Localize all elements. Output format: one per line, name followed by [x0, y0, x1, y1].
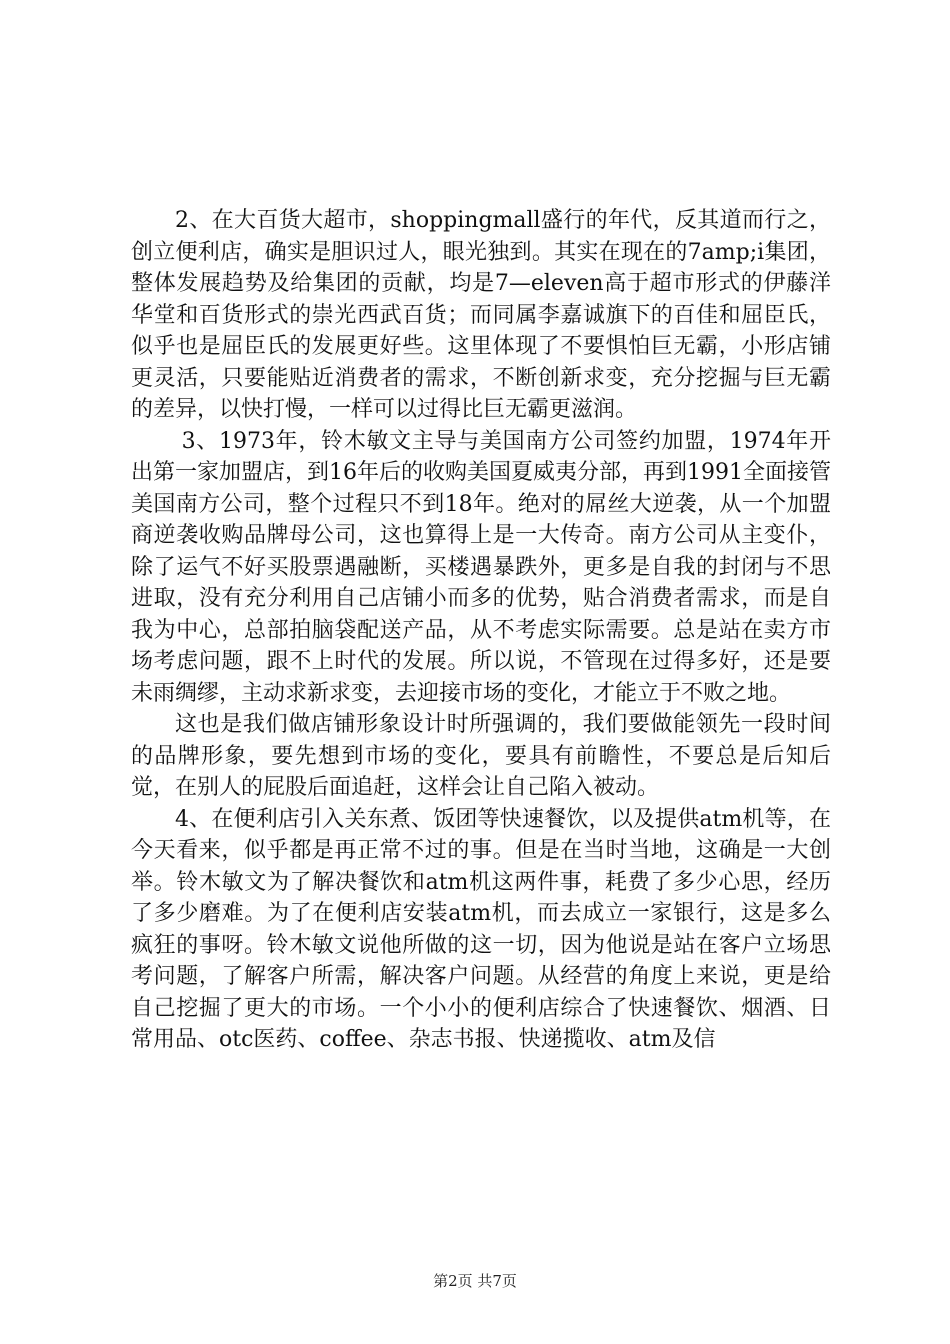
paragraph-3: 3、1973年，铃木敏文主导与美国南方公司签约加盟，1974年开出第一家加盟店，到16年后的收购美国夏威夷分部，再到1991全面接管美国南方公司，整个过程只不到18年。绝对的屌丝大逆袭，从一个加盟商逆袭收购品牌母公司，这也算得上是一大传奇。南方公司从主变仆，除了运气不好买股票遇融断，买楼遇暴跌外，更多是自我的封闭与不思进取，没有充分利用自己店铺小而多的优势，贴合消费者需求，而是自我为中心，总部拍脑袋配送产品，从不考虑实际需要。总是站在卖方市场考虑问题，跟不上时代的发展。所以说，不管现在过得多好，还是要未雨绸缪，主动求新求变，去迎接市场的变化，才能立于不败之地。 — [131, 428, 831, 706]
paragraph-2: 2、在大百货大超市，shoppingmall盛行的年代，反其道而行之，创立便利店，确实是胆识过人，眼光独到。其实在现在的7amp;i集团，整体发展趋势及给集团的贡献，均是7—eleven高于超市形式的伊藤洋华堂和百货形式的崇光西武百货；而同属李嘉诚旗下的百佳和屈臣氏，似乎也是屈臣氏的发展更好些。这里体现了不要惧怕巨无霸，小形店铺更灵活，只要能贴近消费者的需求，不断创新求变，充分挖掘与巨无霸的差异，以快打慢，一样可以过得比巨无霸更滋润。 — [131, 208, 831, 422]
body-text — [131, 205, 831, 1056]
paragraph-4: 4、在便利店引入关东煮、饭团等快速餐饮，以及提供atm机等，在今天看来，似乎都是再正常不过的事。但是在当时当地，这确是一大创举。铃木敏文为了解决餐饮和atm机这两件事，耗费了多少心思，经历了多少磨难。为了在便利店安装atm机，而去成立一家银行，这是多么疯狂的事呀。铃木敏文说他所做的这一切，因为他说是站在客户立场思考问题，了解客户所需，解决客户问题。从经营的角度上来说，更是给自己挖掘了更大的市场。一个小小的便利店综合了快速餐饮、烟酒、日常用品、otc医药、coffee、杂志书报、快递揽收、atm及信 — [131, 806, 831, 1052]
paragraph-store-image: 这也是我们做店铺形象设计时所强调的，我们要做能领先一段时间的品牌形象，要先想到市场的变化，要具有前瞻性，不要总是后知后觉，在别人的屁股后面追赶，这样会让自己陷入被动。 — [131, 712, 831, 800]
page-footer: 第2页 共7页 — [433, 1272, 517, 1290]
